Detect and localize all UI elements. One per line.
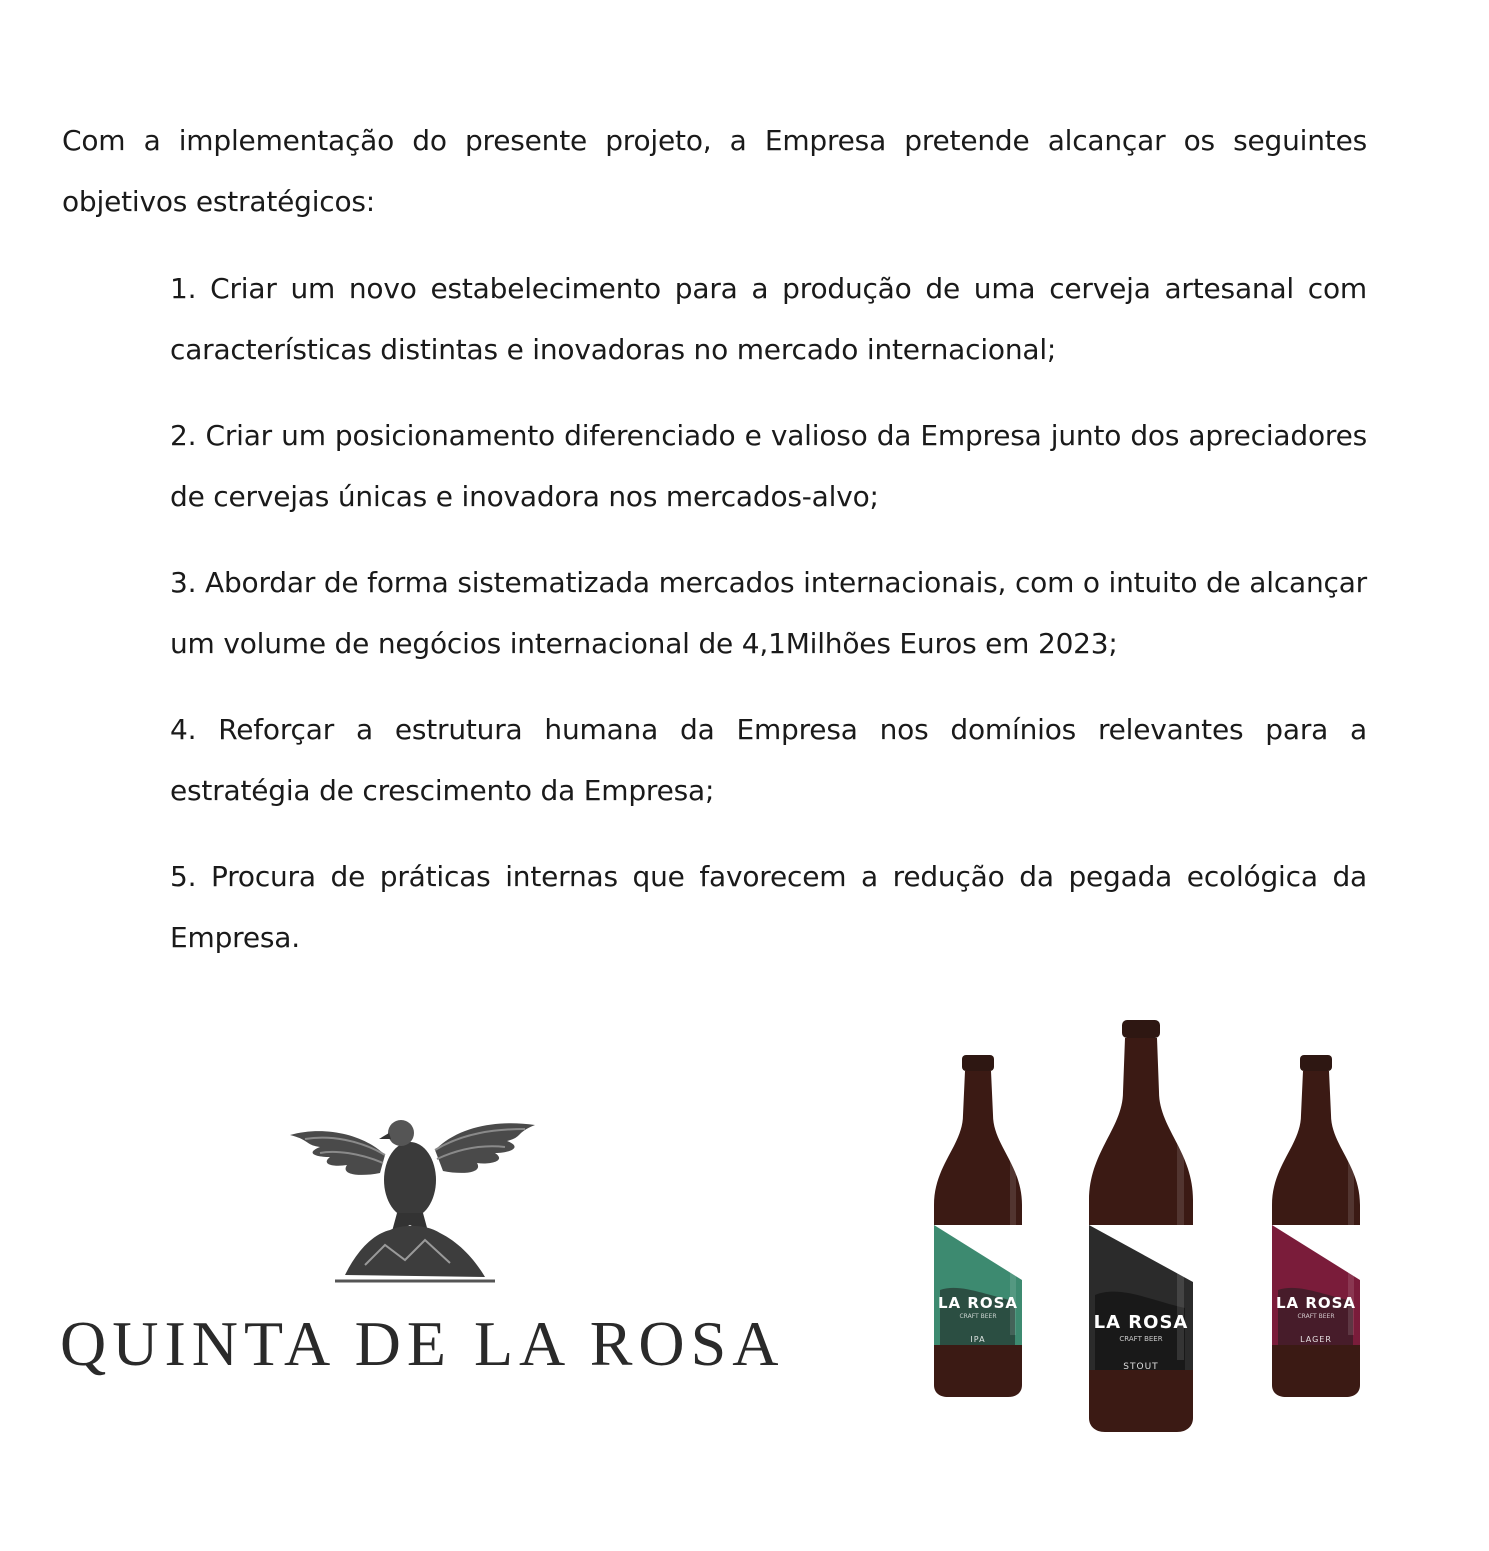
bottle-type-label: LAGER <box>1300 1335 1332 1344</box>
bottle-ipa <box>930 1055 1026 1397</box>
beer-bottles-image <box>925 1015 1375 1435</box>
quinta-de-la-rosa-logo <box>60 1095 785 1395</box>
objective-item: 5. Procura de práticas internas que favorecem a redução da pegada ecológica da Empresa. <box>170 860 1367 954</box>
bottle-brand-label: LA ROSA <box>937 1294 1019 1312</box>
bottle-subtitle-label: CRAFT BEER <box>1297 1313 1335 1320</box>
objective-item: 4. Reforçar a estrutura humana da Empresa nos domínios relevantes para a estratégia de crescimento da Empresa; <box>170 713 1367 807</box>
bottle-type-label: IPA <box>970 1335 986 1344</box>
eagle-on-rock-icon <box>285 1095 545 1285</box>
objective-item: 2. Criar um posicionamento diferenciado e valioso da Empresa junto dos apreciadores de cervejas únicas e inovadora nos mercados-alvo; <box>170 419 1367 513</box>
logo-wordmark: QUINTA DE LA ROSA <box>60 1308 785 1379</box>
bottle-subtitle-label: CRAFT BEER <box>959 1313 997 1320</box>
bottle-lager <box>1268 1055 1364 1397</box>
objectives-list <box>170 258 1367 993</box>
intro-paragraph: Com a implementação do presente projeto, a Empresa pretende alcançar os seguintes objetivos estratégicos: <box>62 124 1367 218</box>
bottle-type-label: STOUT <box>1123 1362 1159 1372</box>
objective-item: 3. Abordar de forma sistematizada mercados internacionais, com o intuito de alcançar um volume de negócios internacional de 4,1Milhões Euros em 2023; <box>170 566 1367 660</box>
bottle-subtitle-label: CRAFT BEER <box>1119 1335 1163 1343</box>
bottle-brand-label: LA ROSA <box>1093 1312 1189 1333</box>
objective-item: 1. Criar um novo estabelecimento para a produção de uma cerveja artesanal com características distintas e inovadoras no mercado internacional; <box>170 272 1367 366</box>
bottle-brand-label: LA ROSA <box>1275 1294 1357 1312</box>
bottle-stout <box>1085 1020 1197 1432</box>
